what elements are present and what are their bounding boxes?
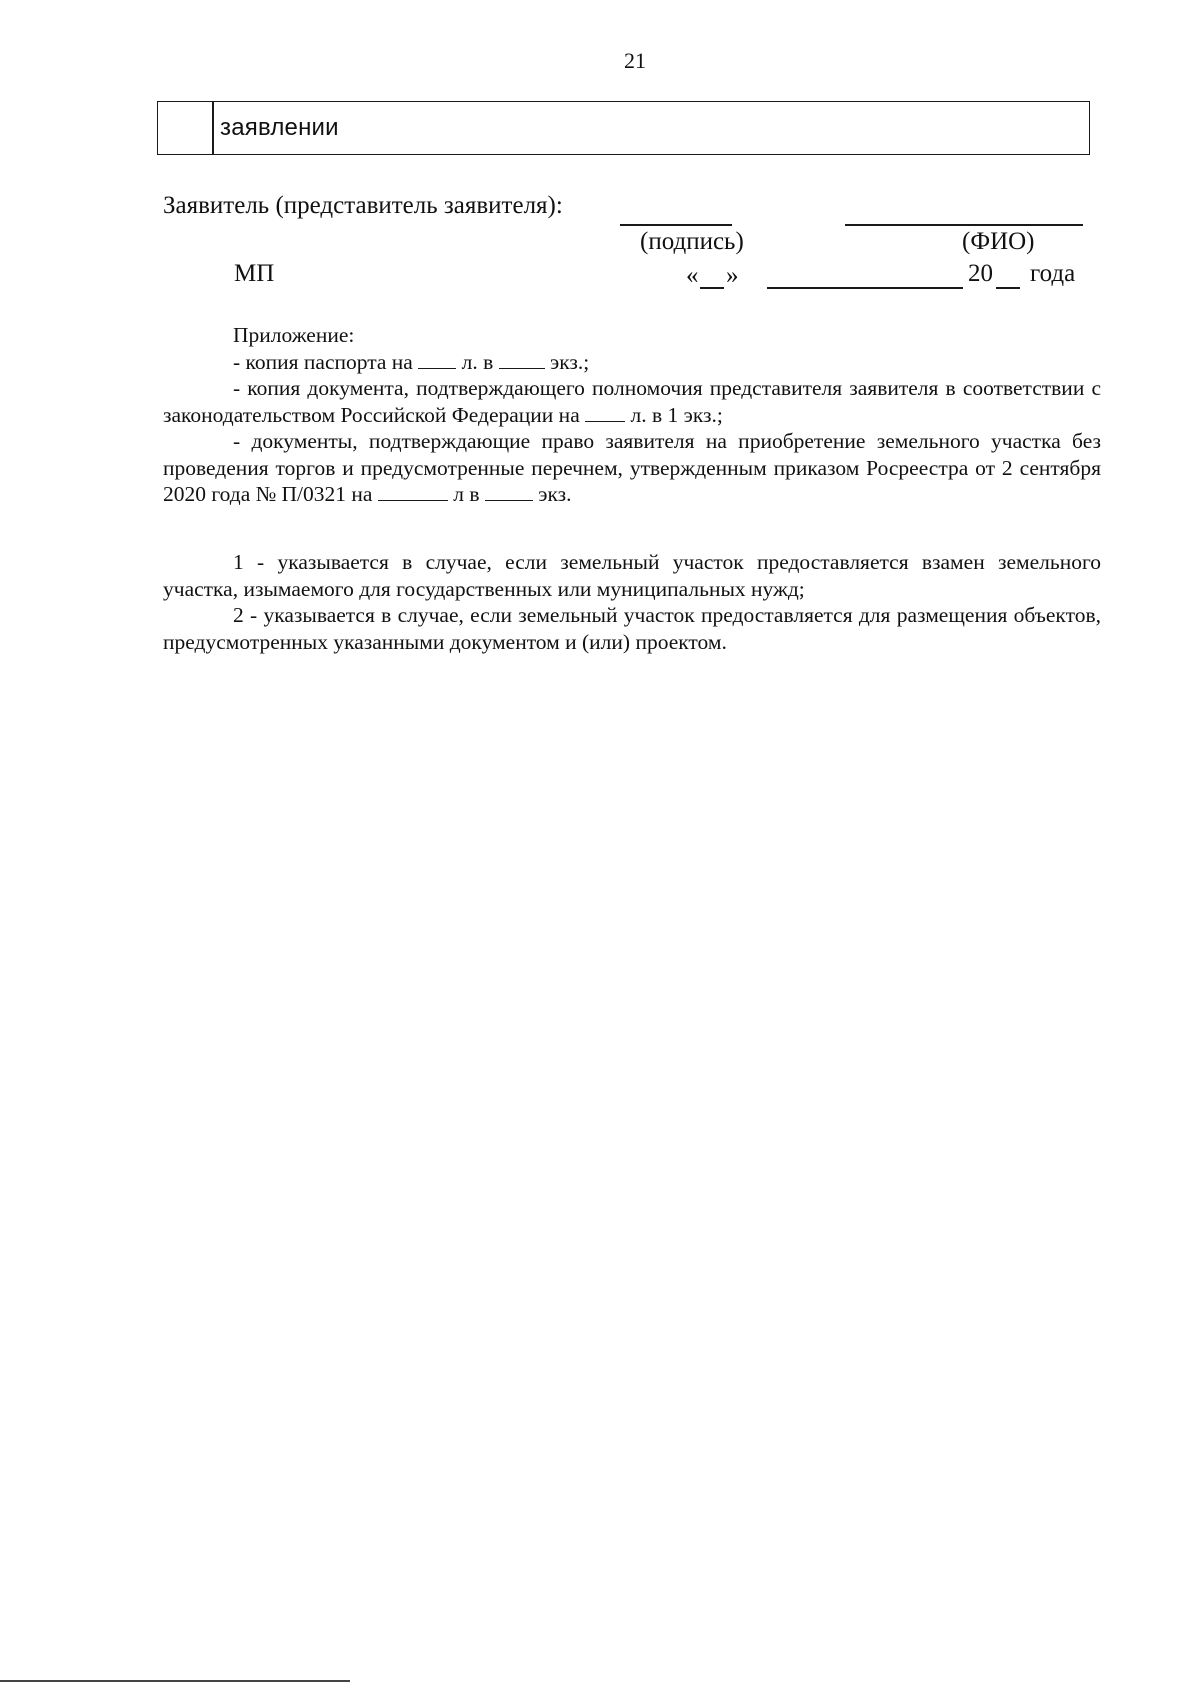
attachment-item-rights-documents	[163, 428, 1101, 508]
rights-sheets-blank	[378, 482, 448, 501]
signature-blank-line	[620, 224, 732, 226]
attachment-item-rights-text-2: л в	[447, 482, 485, 506]
footnotes-section	[163, 549, 1101, 655]
year-prefix: 20	[968, 260, 993, 287]
passport-sheets-blank	[418, 350, 456, 369]
attachment-item-passport-text-1: - копия паспорта на	[233, 349, 419, 374]
applicant-label: Заявитель (представитель заявителя):	[163, 192, 563, 219]
attachment-item-authority-text-1: - копия документа, подтверждающего полномочия представителя заявителя в соответствии с законодательством Российской Федерации на	[163, 376, 1101, 427]
date-close-quote: »	[726, 262, 739, 289]
attachment-item-passport	[163, 349, 1101, 376]
date-month-blank-line	[767, 287, 963, 289]
signature-caption: (подпись)	[640, 228, 744, 255]
year-suffix: года	[1030, 260, 1076, 287]
rights-copies-blank	[485, 482, 533, 501]
page-number: 21	[624, 48, 646, 73]
attachments-section	[163, 322, 1101, 508]
attachments-heading: Приложение:	[233, 323, 355, 347]
fio-caption: (ФИО)	[962, 228, 1035, 255]
attachment-item-rights-text-1: - документы, подтверждающие право заявителя на приобретение земельного участка без проведения торгов и предусмотренные перечнем, утвержденным приказом Росреестра от 2 сентября 2020 года № П/0321 на	[163, 429, 1101, 506]
page-bottom-rule	[0, 1680, 350, 1682]
date-year-blank-line	[996, 287, 1020, 289]
authority-sheets-blank	[585, 403, 625, 422]
table-cell-text: заявлении	[220, 114, 339, 141]
stamp-label: МП	[234, 260, 275, 287]
passport-copies-blank	[499, 350, 545, 369]
attachment-item-passport-text-2: л. в	[456, 349, 499, 374]
attachment-item-rights-text-3: экз.	[532, 482, 572, 506]
attachment-item-authority	[163, 375, 1101, 428]
attachment-item-passport-text-3: экз.;	[544, 349, 590, 374]
date-open-quote: «	[686, 262, 699, 289]
date-day-blank-line	[700, 287, 724, 289]
fio-blank-line	[845, 224, 1083, 226]
footnote-1: 1 - указывается в случае, если земельный участок предоставляется взамен земельного участка, изымаемого для государственных или муниципальных нужд;	[163, 550, 1101, 601]
footnote-2: 2 - указывается в случае, если земельный участок предоставляется для размещения объектов, предусмотренных указанными документом и (или) проектом.	[163, 603, 1101, 654]
table-cell-divider	[212, 102, 214, 154]
attachment-item-authority-text-2: л. в 1 экз.;	[625, 402, 723, 427]
table-fragment	[157, 101, 1090, 155]
